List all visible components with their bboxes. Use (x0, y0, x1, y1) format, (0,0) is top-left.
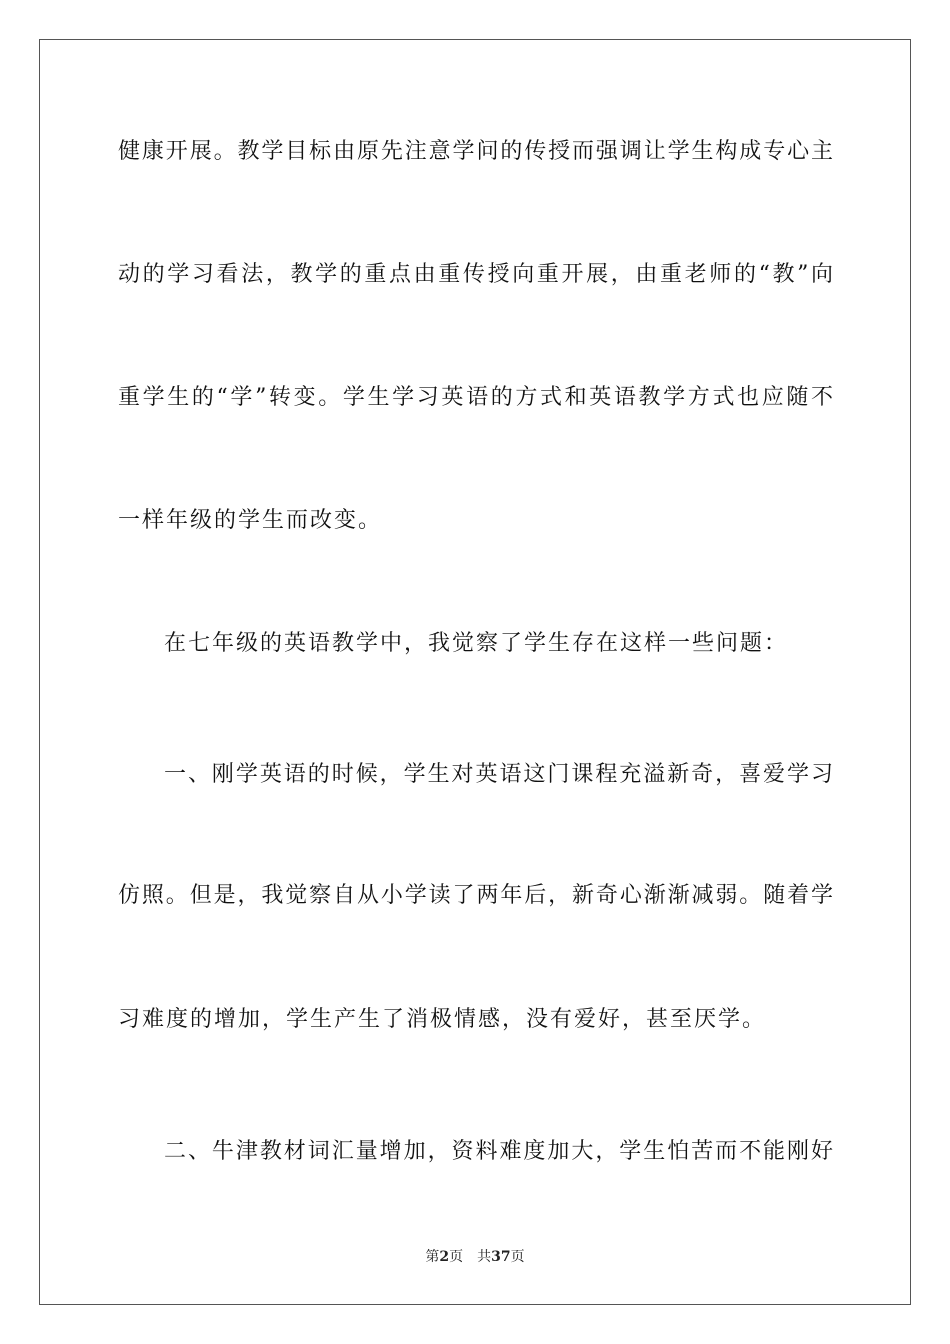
page-number: 2 (439, 1249, 450, 1265)
total-prefix: 共 (477, 1249, 492, 1265)
total-pages: 37 (491, 1249, 511, 1265)
text-line-8: 习难度的增加，学生产生了消极情感，没有爱好，甚至厌学。 (118, 1007, 767, 1032)
total-suffix: 页 (510, 1249, 525, 1265)
text-line-3: 重学生的“学”转变。学生学习英语的方式和英语教学方式也应随不 (118, 385, 833, 410)
text-line-5: 在七年级的英语教学中，我觉察了学生存在这样一些问题： (164, 631, 789, 656)
text-line-6: 一、刚学英语的时候，学生对英语这门课程充溢新奇，喜爱学习 (164, 762, 833, 787)
text-line-7: 仿照。但是，我觉察自从小学读了两年后，新奇心渐渐减弱。随着学 (118, 883, 833, 908)
text-line-1: 健康开展。教学目标由原先注意学问的传授而强调让学生构成专心主 (118, 139, 833, 164)
page-border (39, 39, 911, 1305)
text-line-4: 一样年级的学生而改变。 (118, 508, 383, 533)
page-suffix: 页 (449, 1249, 464, 1265)
page-prefix: 第 (425, 1249, 440, 1265)
text-line-2: 动的学习看法，教学的重点由重传授向重开展，由重老师的“教”向 (118, 262, 833, 287)
text-line-9: 二、牛津教材词汇量增加，资料难度加大，学生怕苦而不能刚好 (164, 1139, 833, 1164)
page-footer (0, 1245, 950, 1269)
